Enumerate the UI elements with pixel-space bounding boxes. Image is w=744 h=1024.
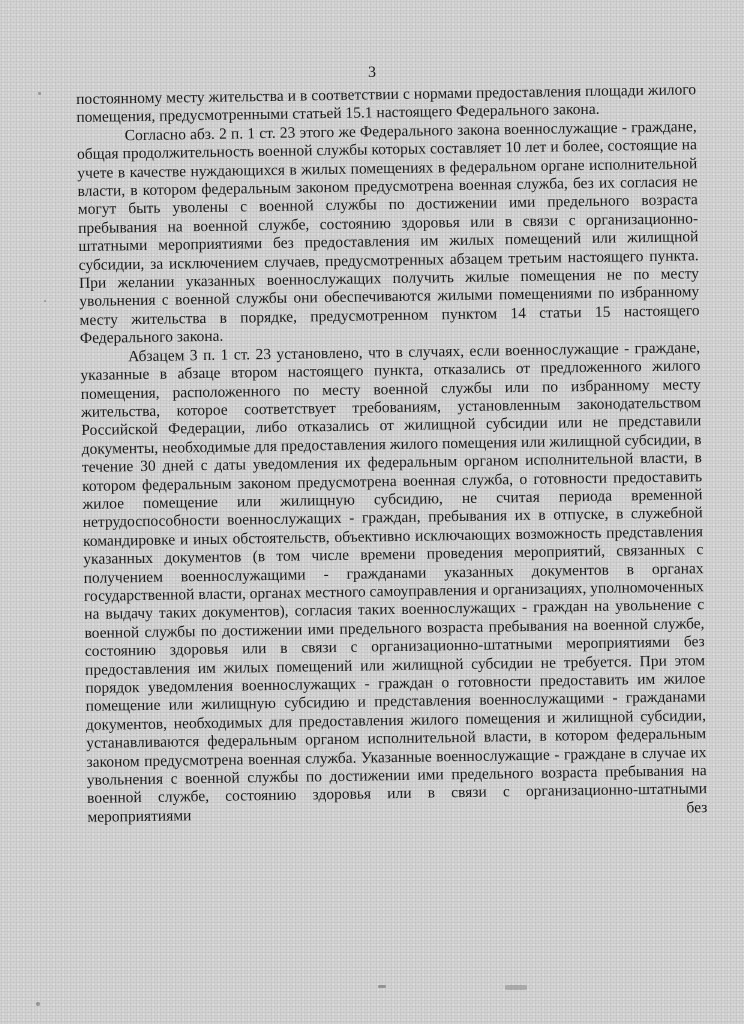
paragraph-abz3: Абзацем 3 п. 1 ст. 23 установлено, что в случаях, если военнослужащие - граждане, указанные в абзаце втором настоящего пункта, отказались от предложенного жилого помещения, расположенного по месту военной службы или по избранному месту жительства, которое соответствует требованиям, установленным законодательством Российской Федерации, либо отказались от жилищной субсидии или не представили документы, необходимые для предоставления жилого помещения или жилищной субсидии, в течение 30 дней с даты уведомления их федеральным органом исполнительной власти, в котором федеральным законом предусмотрена военная служба, о готовности предоставить жилое помещение или жилищную субсидию, не считая периода временной нетрудоспособности военнослужащих - граждан, пребывания их в отпуске, в служебной командировке и иных обстоятельств, объективно исключающих возможность представления указанных документов (в том числе времени проведения мероприятий, связанных с получением военнослужащими - гражданами указанных документов в органах государственной власти, органах местного самоуправления и организациях, уполномоченных на выдачу таких документов), согласия таких военнослужащих - граждан на увольнение с военной службы по достижении ими предельного возраста пребывания на военной службе, состоянию здоровья или в связи с организационно-штатными мероприятиями без предоставления им жилых помещений или жилищной субсидии не требуется. При этом порядок уведомления военнослужащих - граждан о готовности предоставить им жилое помещение или жилищную субсидию и представления военнослужащими - гражданами документов, необходимых для предоставления жилого помещения и жилищной субсидии, устанавливаются федеральным органом исполнительной власти, в котором федеральным законом предусмотрена военная служба. Указанные военнослужащие - граждане в случае их увольнения с военной службы по достижении ими предельного возраста пребывания на военной службе, состоянию здоровья или в связи с организационно-штатными мероприятиями без [80, 338, 708, 826]
page-number: 3 [368, 64, 376, 81]
paragraph-continuation: постоянному месту жительства и в соответствии с нормами предоставления площади жилого помещения, предусмотренными статьей 15.1 настоящего Федерального закона. [76, 81, 697, 127]
paragraph-abz2: Согласно абз. 2 п. 1 ст. 23 этого же Федерального закона военнослужащие - граждане, общая продолжительность военной службы которых составляет 10 лет и более, состоящие на учете в качестве нуждающихся в жилых помещениях в федеральном органе исполнительной власти, в котором федеральным законом предусмотрена военная служба, без их согласия не могут быть уволены с военной службы по достижении ими предельного возраста пребывания на военной службе, состоянию здоровья или в связи с организационно-штатными мероприятиями без предоставления им жилых помещений или жилищной субсидии, за исключением случаев, предусмотренных абзацем третьим настоящего пункта. При желании указанных военнослужащих получить жилые помещения не по месту увольнения с военной службы они обеспечиваются жилыми помещениями по избранному месту жительства в порядке, предусмотренном пунктом 14 статьи 15 настоящего Федерального закона. [76, 118, 700, 348]
scan-speck [505, 985, 527, 990]
scan-speck [44, 300, 46, 302]
document-body [76, 81, 707, 827]
scan-speck [38, 92, 41, 95]
scan-speck [36, 1002, 40, 1006]
scan-speck [378, 985, 386, 988]
